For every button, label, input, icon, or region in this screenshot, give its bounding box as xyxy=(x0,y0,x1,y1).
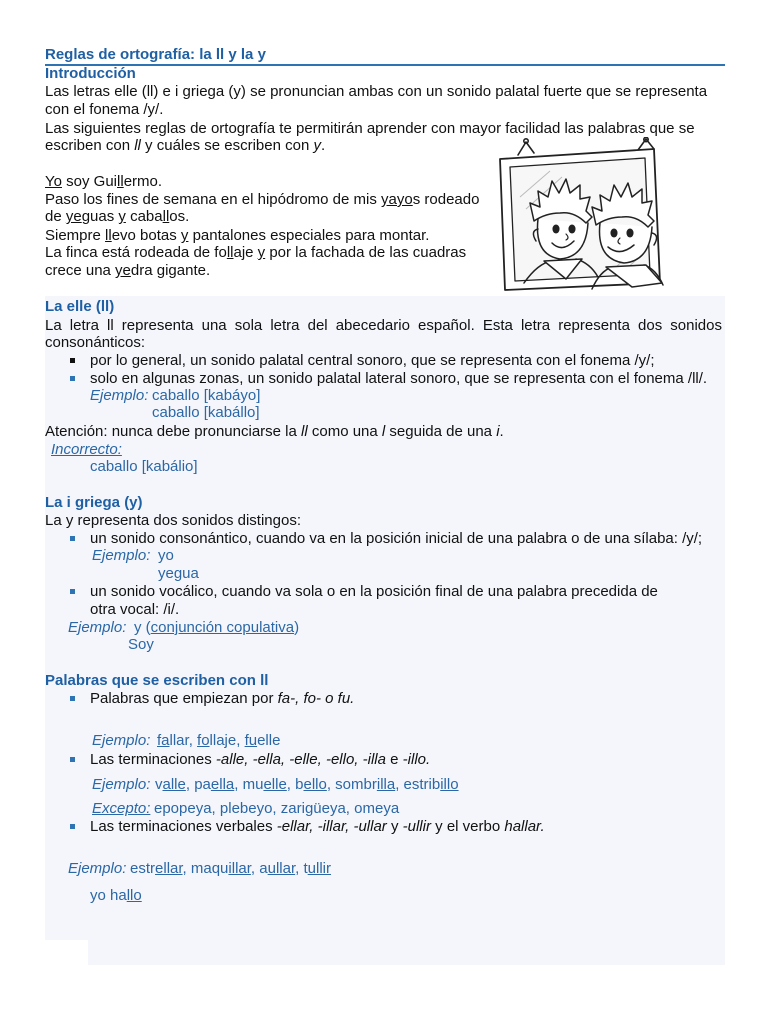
text-segment: Las terminaciones verbales xyxy=(90,818,277,835)
text-segment: Las terminaciones xyxy=(90,751,216,768)
example-text xyxy=(134,619,299,637)
attention-note xyxy=(45,423,504,441)
text-segment: La finca está rodeada de fo xyxy=(45,244,227,261)
text-segment: aje xyxy=(233,244,258,261)
underlined-segment: illo xyxy=(440,776,459,793)
story-line xyxy=(45,173,162,191)
underlined-segment: ll xyxy=(117,173,124,190)
text-segment: Palabras que empiezan por xyxy=(90,690,278,707)
underlined-segment: y xyxy=(180,227,189,244)
underlined-segment: fa xyxy=(157,732,170,749)
italic-segment: ll xyxy=(301,423,308,440)
bullet-marker xyxy=(70,376,75,381)
story-line xyxy=(45,227,429,245)
intro-paragraph-line: Las letras elle (ll) e i griega (y) se pronuncian ambas con un sonido palatal fuerte que se representa xyxy=(45,83,708,100)
italic-segment: fa-, fo- o fu. xyxy=(277,690,355,707)
example-label: Ejemplo: xyxy=(92,776,151,793)
text-segment: ) xyxy=(294,619,300,636)
text-segment: , maqu xyxy=(182,860,229,877)
text-segment: . xyxy=(320,137,326,154)
mirror-illustration-svg xyxy=(496,137,666,292)
underlined-segment: ll xyxy=(226,244,234,261)
underlined-segment: illa xyxy=(376,776,396,793)
section-heading-i-griega: La i griega (y) xyxy=(45,494,143,511)
text-segment: por la fachada de las cuadras xyxy=(265,244,467,261)
underlined-segment: ullir xyxy=(307,860,331,877)
text-segment: escriben con xyxy=(45,137,135,154)
text-segment: soy Gui xyxy=(61,173,118,190)
exception-label: Excepto: xyxy=(92,800,151,817)
text-segment: v xyxy=(155,776,163,793)
elle-bullet-text: por lo general, un sonido palatal central sonoro, que se representa con el fonema /y/; xyxy=(90,352,655,369)
text-segment: estr xyxy=(130,860,156,877)
example-text: yegua xyxy=(158,565,199,582)
section-heading-palabras-ll: Palabras que se escriben con ll xyxy=(45,672,269,689)
rule-text xyxy=(90,690,354,708)
elle-paragraph-line: La letra ll representa una sola letra del abecedario español. Esta letra representa dos sonidos xyxy=(45,317,722,334)
example-text: caballo [kabállo] xyxy=(152,404,260,421)
underlined-segment: ullar xyxy=(267,860,296,877)
text-segment: llaje, xyxy=(209,732,245,749)
italic-segment: hallar. xyxy=(504,818,545,835)
story-line xyxy=(45,244,466,262)
bullet-marker xyxy=(70,536,75,541)
text-segment: crece una xyxy=(45,262,116,279)
title-rule xyxy=(45,64,725,66)
text-segment: , mu xyxy=(234,776,264,793)
text-segment: y cuáles se escriben con xyxy=(140,137,314,154)
bullet-marker xyxy=(70,757,75,762)
incorrect-example: caballo [kabálio] xyxy=(90,458,198,475)
underlined-segment: y xyxy=(257,244,266,261)
text-segment: , estrib xyxy=(395,776,441,793)
bullet-marker xyxy=(70,358,75,363)
intro-paragraph-line: Las siguientes reglas de ortografía te permitirán aprender con mayor facilidad las palabras que se xyxy=(45,120,695,137)
bullet-marker xyxy=(70,589,75,594)
example-label: Ejemplo: xyxy=(68,619,127,636)
document-title: Reglas de ortografía: la ll y la y xyxy=(45,46,266,63)
underlined-segment: ll xyxy=(105,227,112,244)
nail-left xyxy=(524,139,528,143)
text-segment: caba xyxy=(125,208,163,225)
text-segment: Siempre xyxy=(45,227,106,244)
text-segment: y xyxy=(386,818,403,835)
bullet-marker xyxy=(70,824,75,829)
underlined-segment: ye xyxy=(65,208,82,225)
ye-bullet-text: un sonido vocálico, cuando va sola o en la posición final de una palabra precedida de xyxy=(90,583,658,600)
text-segment: s rodeado xyxy=(412,191,480,208)
underlined-segment: ye xyxy=(115,262,131,279)
underlined-segment: ellar xyxy=(155,860,183,877)
story-line xyxy=(45,191,479,209)
text-segment: seguida de una xyxy=(385,423,497,440)
underlined-segment: ello xyxy=(303,776,327,793)
example-label: Ejemplo: xyxy=(90,387,149,404)
underlined-segment: illar xyxy=(228,860,251,877)
elle-paragraph-line: consonánticos: xyxy=(45,334,146,351)
ye-bullet-text: un sonido consonántico, cuando va en la posición inicial de una palabra o de una sílaba: /y/; xyxy=(90,530,703,547)
text-segment: , b xyxy=(286,776,304,793)
text-segment: . xyxy=(499,423,504,440)
elle-bullet-text: solo en algunas zonas, un sonido palatal lateral sonoro, que se representa con el fonema /ll/. xyxy=(90,370,708,387)
text-segment: y ( xyxy=(134,619,151,636)
underlined-segment: fu xyxy=(244,732,258,749)
text-segment: evo botas xyxy=(111,227,181,244)
text-segment: de xyxy=(45,208,66,225)
example-text xyxy=(90,887,142,905)
rule-text xyxy=(90,751,430,769)
italic-segment: -alle, -ella, -elle, -ello, -illa xyxy=(215,751,386,768)
story-line xyxy=(45,208,189,226)
underlined-segment: elle xyxy=(263,776,287,793)
underlined-segment: Yo xyxy=(45,173,62,190)
section-heading-elle: La elle (ll) xyxy=(45,298,115,315)
italic-segment: -ullir xyxy=(402,818,431,835)
example-text: Soy xyxy=(128,636,154,653)
text-segment: Atención: nunca debe pronunciarse la xyxy=(45,423,302,440)
underlined-segment: alle xyxy=(162,776,186,793)
example-text: caballo [kabáyo] xyxy=(152,387,261,404)
text-segment: e xyxy=(385,751,403,768)
example-text xyxy=(130,860,331,878)
mirror-illustration xyxy=(496,137,666,292)
italic-segment: l xyxy=(381,423,386,440)
underlined-segment: ll xyxy=(162,208,170,225)
italic-segment: ll xyxy=(134,137,141,154)
italic-segment: -illo. xyxy=(402,751,431,768)
bullet-marker xyxy=(70,696,75,701)
ye-paragraph-line: La y representa dos sonidos distingos: xyxy=(45,512,301,529)
text-segment: , sombr xyxy=(326,776,377,793)
story-line xyxy=(45,262,210,280)
underlined-segment: ella xyxy=(210,776,235,793)
example-label: Ejemplo: xyxy=(68,860,127,877)
text-segment: pantalones especiales para montar. xyxy=(188,227,430,244)
text-segment: como una xyxy=(307,423,382,440)
italic-segment: y xyxy=(313,137,321,154)
text-segment: dra gigante. xyxy=(130,262,211,279)
text-segment: yo ha xyxy=(90,887,127,904)
intro-paragraph-line: con el fonema /y/. xyxy=(45,101,164,118)
underlined-segment: fo xyxy=(197,732,210,749)
section-heading-introduccion: Introducción xyxy=(45,65,136,82)
text-segment: llar, xyxy=(169,732,198,749)
shaded-section-background-tail xyxy=(88,940,725,965)
rule-text xyxy=(90,818,545,836)
text-segment: , t xyxy=(295,860,308,877)
text-segment: ermo. xyxy=(123,173,163,190)
underlined-segment: llo xyxy=(126,887,142,904)
text-segment: elle xyxy=(257,732,281,749)
incorrect-label: Incorrecto: xyxy=(51,441,122,458)
example-text xyxy=(155,776,459,794)
text-segment: Paso los fines de semana en el hipódromo de mis xyxy=(45,191,382,208)
underlined-segment: y xyxy=(118,208,126,225)
text-segment: os. xyxy=(169,208,190,225)
text-segment: , a xyxy=(250,860,268,877)
italic-segment: i xyxy=(496,423,500,440)
italic-segment: -ellar, -illar, -ullar xyxy=(276,818,387,835)
underlined-segment: yayo xyxy=(381,191,413,208)
exception-text: epopeya, plebeyo, zarigüeya, omeya xyxy=(154,800,400,817)
example-label: Ejemplo: xyxy=(92,547,151,564)
ye-bullet-text: otra vocal: /i/. xyxy=(90,601,180,618)
text-segment: guas xyxy=(81,208,119,225)
example-label: Ejemplo: xyxy=(92,732,151,749)
underlined-segment: conjunción copulativa xyxy=(150,619,295,636)
example-text xyxy=(157,732,280,750)
text-segment: , pa xyxy=(185,776,211,793)
text-segment: y el verbo xyxy=(430,818,505,835)
intro-paragraph-line xyxy=(45,137,325,155)
example-text: yo xyxy=(158,547,174,564)
